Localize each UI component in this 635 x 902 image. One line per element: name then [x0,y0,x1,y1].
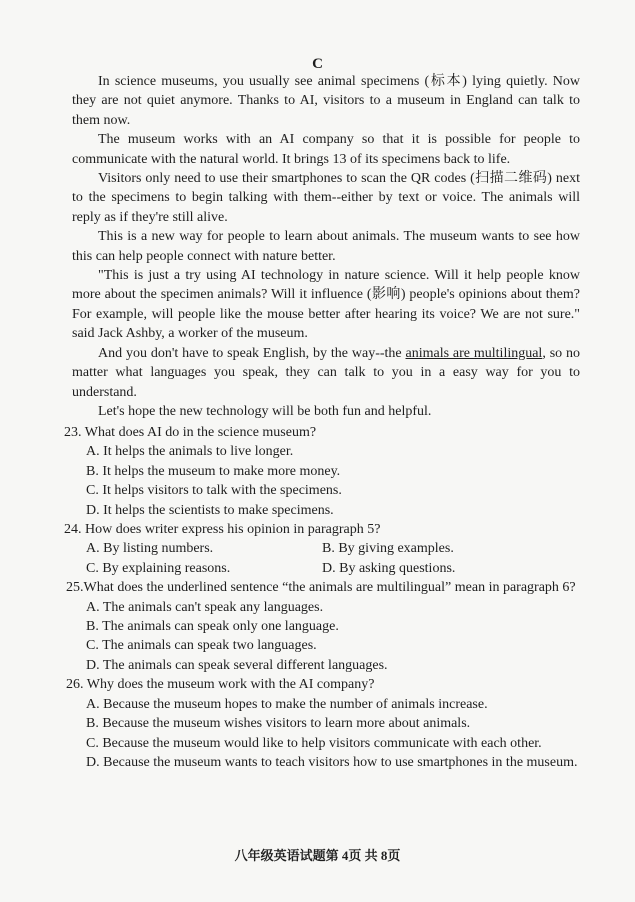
question-23-option-a: A. It helps the animals to live longer. [86,444,294,460]
reading-passage [72,72,580,421]
question-24-option-c: C. By explaining reasons. [86,560,231,576]
question-26-option-b: B. Because the museum wishes visitors to learn more about animals. [86,716,471,732]
question-23-option-d: D. It helps the scientists to make specimens. [86,502,334,518]
paragraph-6-text-start: And you don't have to speak English, by the way--the [98,345,406,361]
paragraph-4: This is a new way for people to learn about animals. The museum wants to see how this can help people connect with nature better. [72,229,580,264]
question-25-text: 25.What does the underlined sentence “the animals are multilingual” mean in paragraph 6? [66,580,576,596]
paragraph-6-text-end: , so no matter what languages you speak, they can talk to you in a easy way for you to understand. [72,345,581,400]
question-25-option-d: D. The animals can speak several different languages. [86,657,388,673]
question-23 [64,423,580,520]
paragraph-3: Visitors only need to use their smartphones to scan the QR codes (扫描二维码) next to the specimens to begin talking with them--either by text or voice. The animals will reply as if they're still alive. [72,171,580,225]
question-23-option-c: C. It helps visitors to talk with the specimens. [86,483,342,499]
section-title: C [312,56,323,72]
question-24-option-b: B. By giving examples. [322,541,454,557]
question-25 [64,578,580,675]
underlined-sentence: animals are multilingual [405,345,543,361]
question-26 [64,675,580,772]
question-25-option-a: A. The animals can't speak any languages. [86,599,324,615]
question-23-text: 23. What does AI do in the science museum? [64,425,317,440]
paragraph-2: The museum works with an AI company so that it is possible for people to communicate with the natural world. It brings 13 of its specimens back to life. [72,132,580,167]
question-23-option-b: B. It helps the museum to make more money. [86,463,341,479]
paragraph-1: In science museums, you usually see animal specimens (标本) lying quietly. Now they are not quiet anymore. Thanks to AI, visitors to a museum in England can talk to them now. [72,74,580,128]
paragraph-5: "This is just a try using AI technology in nature science. Will it help people know more about the specimen animals? Will it influence (影响) people's opinions about them? For example, will people like the mouse better after hearing its voice? We are not sure." said Jack Ashby, a worker of the museum. [72,268,580,342]
question-26-option-d: D. Because the museum wants to teach visitors how to use smartphones in the museum. [86,754,578,770]
question-25-option-b: B. The animals can speak only one language. [86,619,339,635]
paragraph-7: Let's hope the new technology will be both fun and helpful. [98,403,432,419]
question-24 [64,520,580,578]
question-24-option-d: D. By asking questions. [322,560,456,576]
question-24-options-row-1 [64,539,580,558]
question-26-option-a: A. Because the museum hopes to make the number of animals increase. [86,696,488,712]
question-26-text: 26. Why does the museum work with the AI company? [66,677,375,693]
paragraph-6 [72,344,580,402]
question-24-options-row-2 [64,559,580,578]
page-footer: 八年级英语试题第 4页 共 8页 [234,848,401,863]
question-24-text: 24. How does writer express his opinion in paragraph 5? [64,522,381,538]
question-26-option-c: C. Because the museum would like to help visitors communicate with each other. [86,735,542,751]
questions-section [64,423,580,772]
question-25-option-c: C. The animals can speak two languages. [86,638,317,654]
question-24-option-a: A. By listing numbers. [86,541,214,557]
